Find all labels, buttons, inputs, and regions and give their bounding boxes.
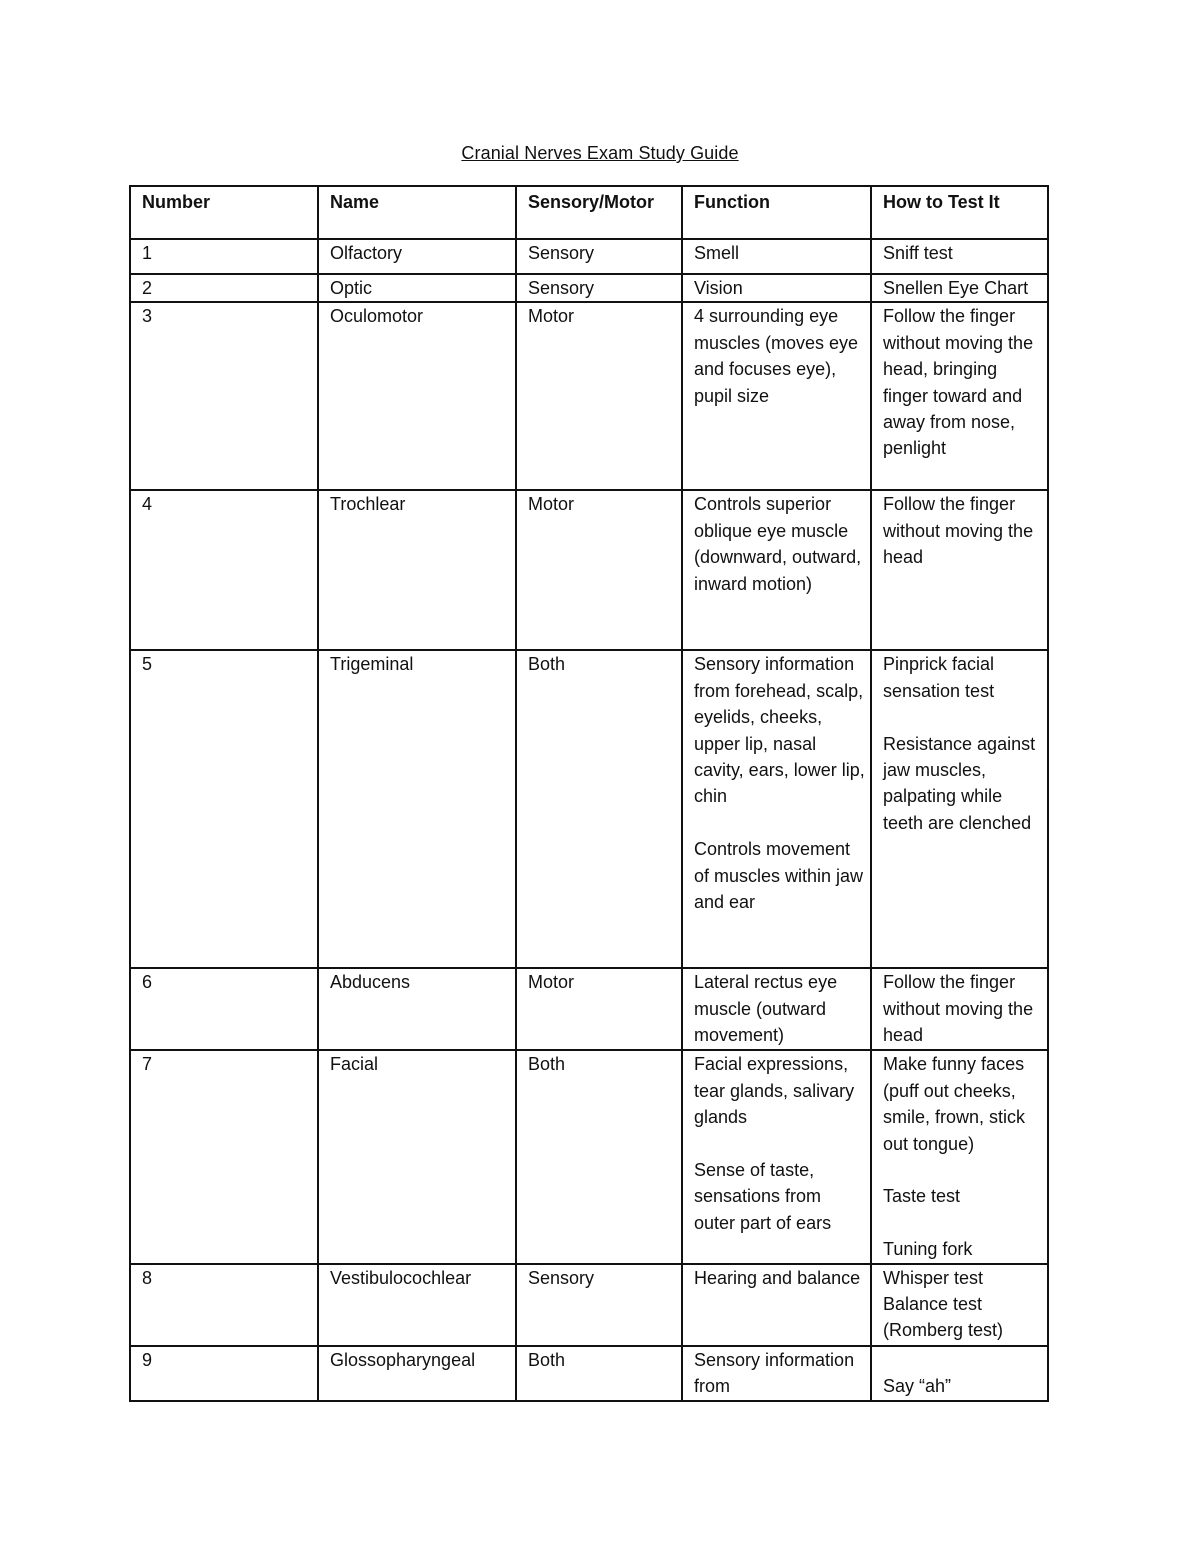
- cell-number: 2: [130, 274, 318, 302]
- table-row: [130, 1346, 1048, 1401]
- cell-type: Both: [516, 1346, 682, 1401]
- table-row: [130, 490, 1048, 650]
- cell-number: 8: [130, 1264, 318, 1346]
- cell-number: 9: [130, 1346, 318, 1401]
- cell-function: 4 surrounding eye muscles (moves eye and focuses eye), pupil size: [682, 302, 871, 490]
- cell-type: Motor: [516, 968, 682, 1050]
- header-sensory-motor: Sensory/Motor: [516, 186, 682, 239]
- page-title: Cranial Nerves Exam Study Guide: [461, 143, 739, 163]
- cell-name: Olfactory: [318, 239, 516, 274]
- table-row: [130, 650, 1048, 968]
- cell-function: Hearing and balance: [682, 1264, 871, 1346]
- cell-name: Trigeminal: [318, 650, 516, 968]
- table-row: [130, 1264, 1048, 1346]
- cell-function: Vision: [682, 274, 871, 302]
- table-row: [130, 274, 1048, 302]
- cell-test: Say “ah”: [871, 1346, 1048, 1401]
- table-row: [130, 1050, 1048, 1263]
- cell-type: Sensory: [516, 239, 682, 274]
- cell-test: Follow the finger without moving the head: [871, 490, 1048, 650]
- cell-type: Motor: [516, 302, 682, 490]
- cell-name: Optic: [318, 274, 516, 302]
- cell-test: Follow the finger without moving the head, bringing finger toward and away from nose, penlight: [871, 302, 1048, 490]
- cell-type: Motor: [516, 490, 682, 650]
- header-function: Function: [682, 186, 871, 239]
- cell-function: Lateral rectus eye muscle (outward movement): [682, 968, 871, 1050]
- cell-test: Sniff test: [871, 239, 1048, 274]
- cell-name: Glossopharyngeal: [318, 1346, 516, 1401]
- cell-number: 1: [130, 239, 318, 274]
- header-name: Name: [318, 186, 516, 239]
- cell-test: Whisper test Balance test (Romberg test): [871, 1264, 1048, 1346]
- table-row: [130, 968, 1048, 1050]
- cranial-nerves-table: [129, 185, 1049, 1402]
- cell-number: 7: [130, 1050, 318, 1263]
- header-number: Number: [130, 186, 318, 239]
- cell-test: Snellen Eye Chart: [871, 274, 1048, 302]
- cell-name: Facial: [318, 1050, 516, 1263]
- cell-test: Pinprick facial sensation test Resistance against jaw muscles, palpating while teeth are clenched: [871, 650, 1048, 968]
- cell-number: 5: [130, 650, 318, 968]
- cell-number: 6: [130, 968, 318, 1050]
- cell-name: Oculomotor: [318, 302, 516, 490]
- cell-type: Sensory: [516, 1264, 682, 1346]
- cell-test: Follow the finger without moving the head: [871, 968, 1048, 1050]
- cell-function: Sensory information from: [682, 1346, 871, 1401]
- cell-number: 3: [130, 302, 318, 490]
- table-row: [130, 239, 1048, 274]
- cell-function: Smell: [682, 239, 871, 274]
- cell-name: Abducens: [318, 968, 516, 1050]
- table-header-row: [130, 186, 1048, 239]
- header-how-to-test: How to Test It: [871, 186, 1048, 239]
- cell-type: Sensory: [516, 274, 682, 302]
- cell-function: Facial expressions, tear glands, salivary glands Sense of taste, sensations from outer part of ears: [682, 1050, 871, 1263]
- cell-test: Make funny faces (puff out cheeks, smile, frown, stick out tongue) Taste test Tuning fork: [871, 1050, 1048, 1263]
- table-row: [130, 302, 1048, 490]
- cell-type: Both: [516, 1050, 682, 1263]
- cell-function: Controls superior oblique eye muscle (downward, outward, inward motion): [682, 490, 871, 650]
- cell-type: Both: [516, 650, 682, 968]
- cell-function: Sensory information from forehead, scalp, eyelids, cheeks, upper lip, nasal cavity, ears, lower lip, chin Controls movement of muscles within jaw and ear: [682, 650, 871, 968]
- cell-number: 4: [130, 490, 318, 650]
- cell-name: Vestibulocochlear: [318, 1264, 516, 1346]
- cell-name: Trochlear: [318, 490, 516, 650]
